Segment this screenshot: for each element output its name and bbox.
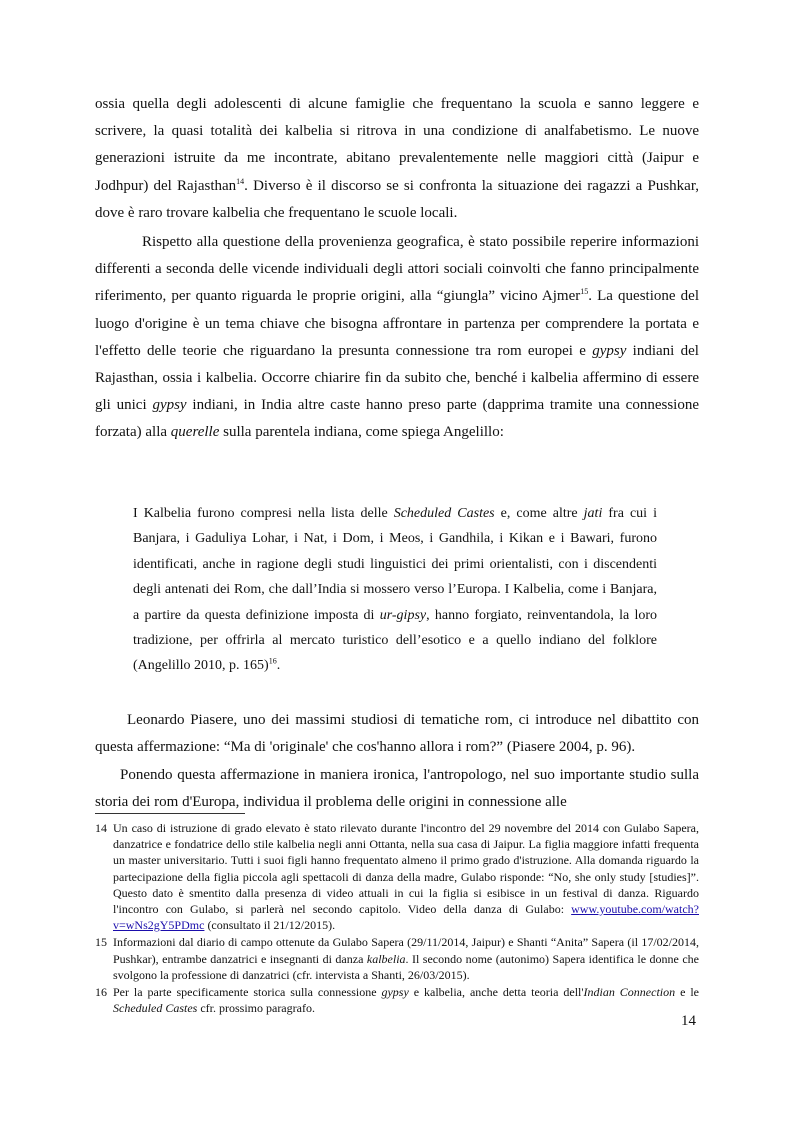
footnote-ref-16[interactable]: 16 <box>268 656 277 666</box>
footnote-16 <box>95 984 699 1016</box>
paragraph-4: Ponendo questa affermazione in maniera ironica, l'antropologo, nel suo importante studio sulla storia dei rom d'Europa, individua il problema delle origini in connessione alle <box>95 767 699 811</box>
footnote-15 <box>95 934 699 983</box>
italic-term: gypsy <box>592 342 627 359</box>
footnote-text <box>113 934 699 983</box>
paragraph-2 <box>95 229 699 447</box>
footnote-14 <box>95 820 699 933</box>
italic-term: kalbelia <box>366 951 406 966</box>
italic-term: querelle <box>170 424 220 441</box>
text-run: Rispetto alla questione della provenienza geografica, è stato possibile reperire informazioni differenti a seconda delle vicende individuali degli attori sociali coinvolti che fanno principalmente riferimento, per quanto riguarda le proprie origini, alla “giungla” vicino Ajmer <box>95 234 699 305</box>
text-run: . Il secondo nome (autonimo) Sapera identifica le donne che svolgono la professione di danzatrici (cfr. intervista a Shanti, 26/03/2015). <box>113 951 699 982</box>
text-run: e le <box>675 985 699 1000</box>
text-run: Un caso di istruzione di grado elevato è stato rilevato durante l'incontro del 29 novembre del 2014 con Gulabo Sapera, danzatrice e fondatrice dello stile kalbelia negli anni Ottanta, nella sua casa di Jaipur. La figlia maggiore infatti frequenta un master universitario. Tutti i suoi figli hanno frequentato almeno il primo grado d'istruzione. Alla domanda riguardo la partecipazione della figlia piccola agli spettacoli di danza della madre, Gulabo risponde: “No, she only study [studies]”. Questo dato è smentito dalla presenza di video attuali in cui la figlia si esibisce in un festival di danza. Riguardo l'incontro con Gulabo, si parlerà nel secondo capitolo. Video della danza di Gulabo: <box>113 821 699 917</box>
text-run: . Diverso è il discorso se si confronta la situazione dei ragazzi a Pushkar, dove è raro trovare kalbelia che frequentano le scuole locali. <box>95 177 699 221</box>
footnote-ref-15[interactable]: 15 <box>580 287 589 297</box>
paragraph-3: Leonardo Piasere, uno dei massimi studiosi di tematiche rom, ci introduce nel dibattito con questa affermazione: “Ma di 'originale' che cos'hanno allora i rom?” (Piasere 2004, p. 96). <box>95 712 699 756</box>
footnote-text <box>113 820 699 933</box>
footnote-ref-14[interactable]: 14 <box>236 176 245 186</box>
italic-term: jati <box>583 506 603 521</box>
text-run: (consultato il 21/12/2015). <box>204 918 336 933</box>
footnote-separator <box>95 813 245 814</box>
text-run: , hanno forgiato, reinventandola, la loro tradizione, per offrirla al mercato turistico dell’esotico e a quello indiano del folklore (Angelillo 2010, p. 165) <box>133 607 658 674</box>
footnote-number: 15 <box>95 935 107 950</box>
text-run: Per la parte specificamente storica sulla connessione <box>113 985 382 1000</box>
text-run: I Kalbelia furono compresi nella lista delle <box>133 506 394 521</box>
text-run: sulla parentela indiana, come spiega Angelillo: <box>219 424 504 441</box>
text-run: . <box>276 658 281 674</box>
text-run: e kalbelia, anche detta teoria dell' <box>408 985 584 1000</box>
paragraph-1 <box>95 91 699 227</box>
text-run: indiani del Rajasthan, ossia i kalbelia. Occorre chiarire fin da subito che, benché i kalbelia affermino di essere gli unici <box>95 342 699 414</box>
page-number: 14 <box>681 1013 696 1029</box>
italic-term: ur-gipsy <box>379 607 427 623</box>
youtube-link[interactable]: www.youtube.com/watch?v=wNs2gY5PDmc <box>113 902 699 933</box>
italic-term: Indian Connection <box>583 985 676 1000</box>
italic-term: Scheduled Castes <box>393 506 495 521</box>
text-run: e, come altre <box>494 506 584 521</box>
text-run: indiani, in India altre caste hanno preso parte (dapprima tramite una connessione forzata) alla <box>95 397 699 441</box>
text-run: ossia quella degli adolescenti di alcune famiglie che frequentano la scuola e sanno leggere e scrivere, la quasi totalità dei kalbelia si ritrova in una condizione di analfabetismo. Le nuove generazioni istruite da me incontrate, abitano prevalentemente nelle maggiori città (Jaipur e Jodhpur) del Rajasthan <box>95 96 699 194</box>
text-run: cfr. prossimo paragrafo. <box>197 1001 315 1016</box>
footnote-number: 16 <box>95 985 107 1000</box>
italic-term: Scheduled Castes <box>113 1001 198 1016</box>
footnote-number: 14 <box>95 821 107 835</box>
italic-term: gypsy <box>152 397 187 414</box>
footnote-text <box>113 984 699 1016</box>
text-run: . La questione del luogo d'origine è un tema chiave che bisogna affrontare in partenza per comprendere la portata e l'effetto delle teorie che riguardano la presunta connessione tra rom europei e <box>95 288 699 359</box>
text-run: Informazioni dal diario di campo ottenute da Gulabo Sapera (29/11/2014, Jaipur) e Shanti “Anita” Sapera (il 17/02/2014, Pushkar), entrambe danzatrici e insegnanti di danza <box>113 935 699 966</box>
footnotes <box>95 820 699 1017</box>
italic-term: gypsy <box>381 985 409 1000</box>
block-quote <box>133 501 657 679</box>
text-run: fra cui i Banjara, i Gaduliya Lohar, i Nat, i Dom, i Meos, i Gandhila, i Kikan e i Bawari, furono identificati, anche in ragione degli studi linguistici dei primi orientalisti, con i discendenti degli antenati dei Rom, che dall’India si mossero verso l’Europa. I Kalbelia, come i Banjara, a partire da questa definizione imposta di <box>133 506 657 623</box>
